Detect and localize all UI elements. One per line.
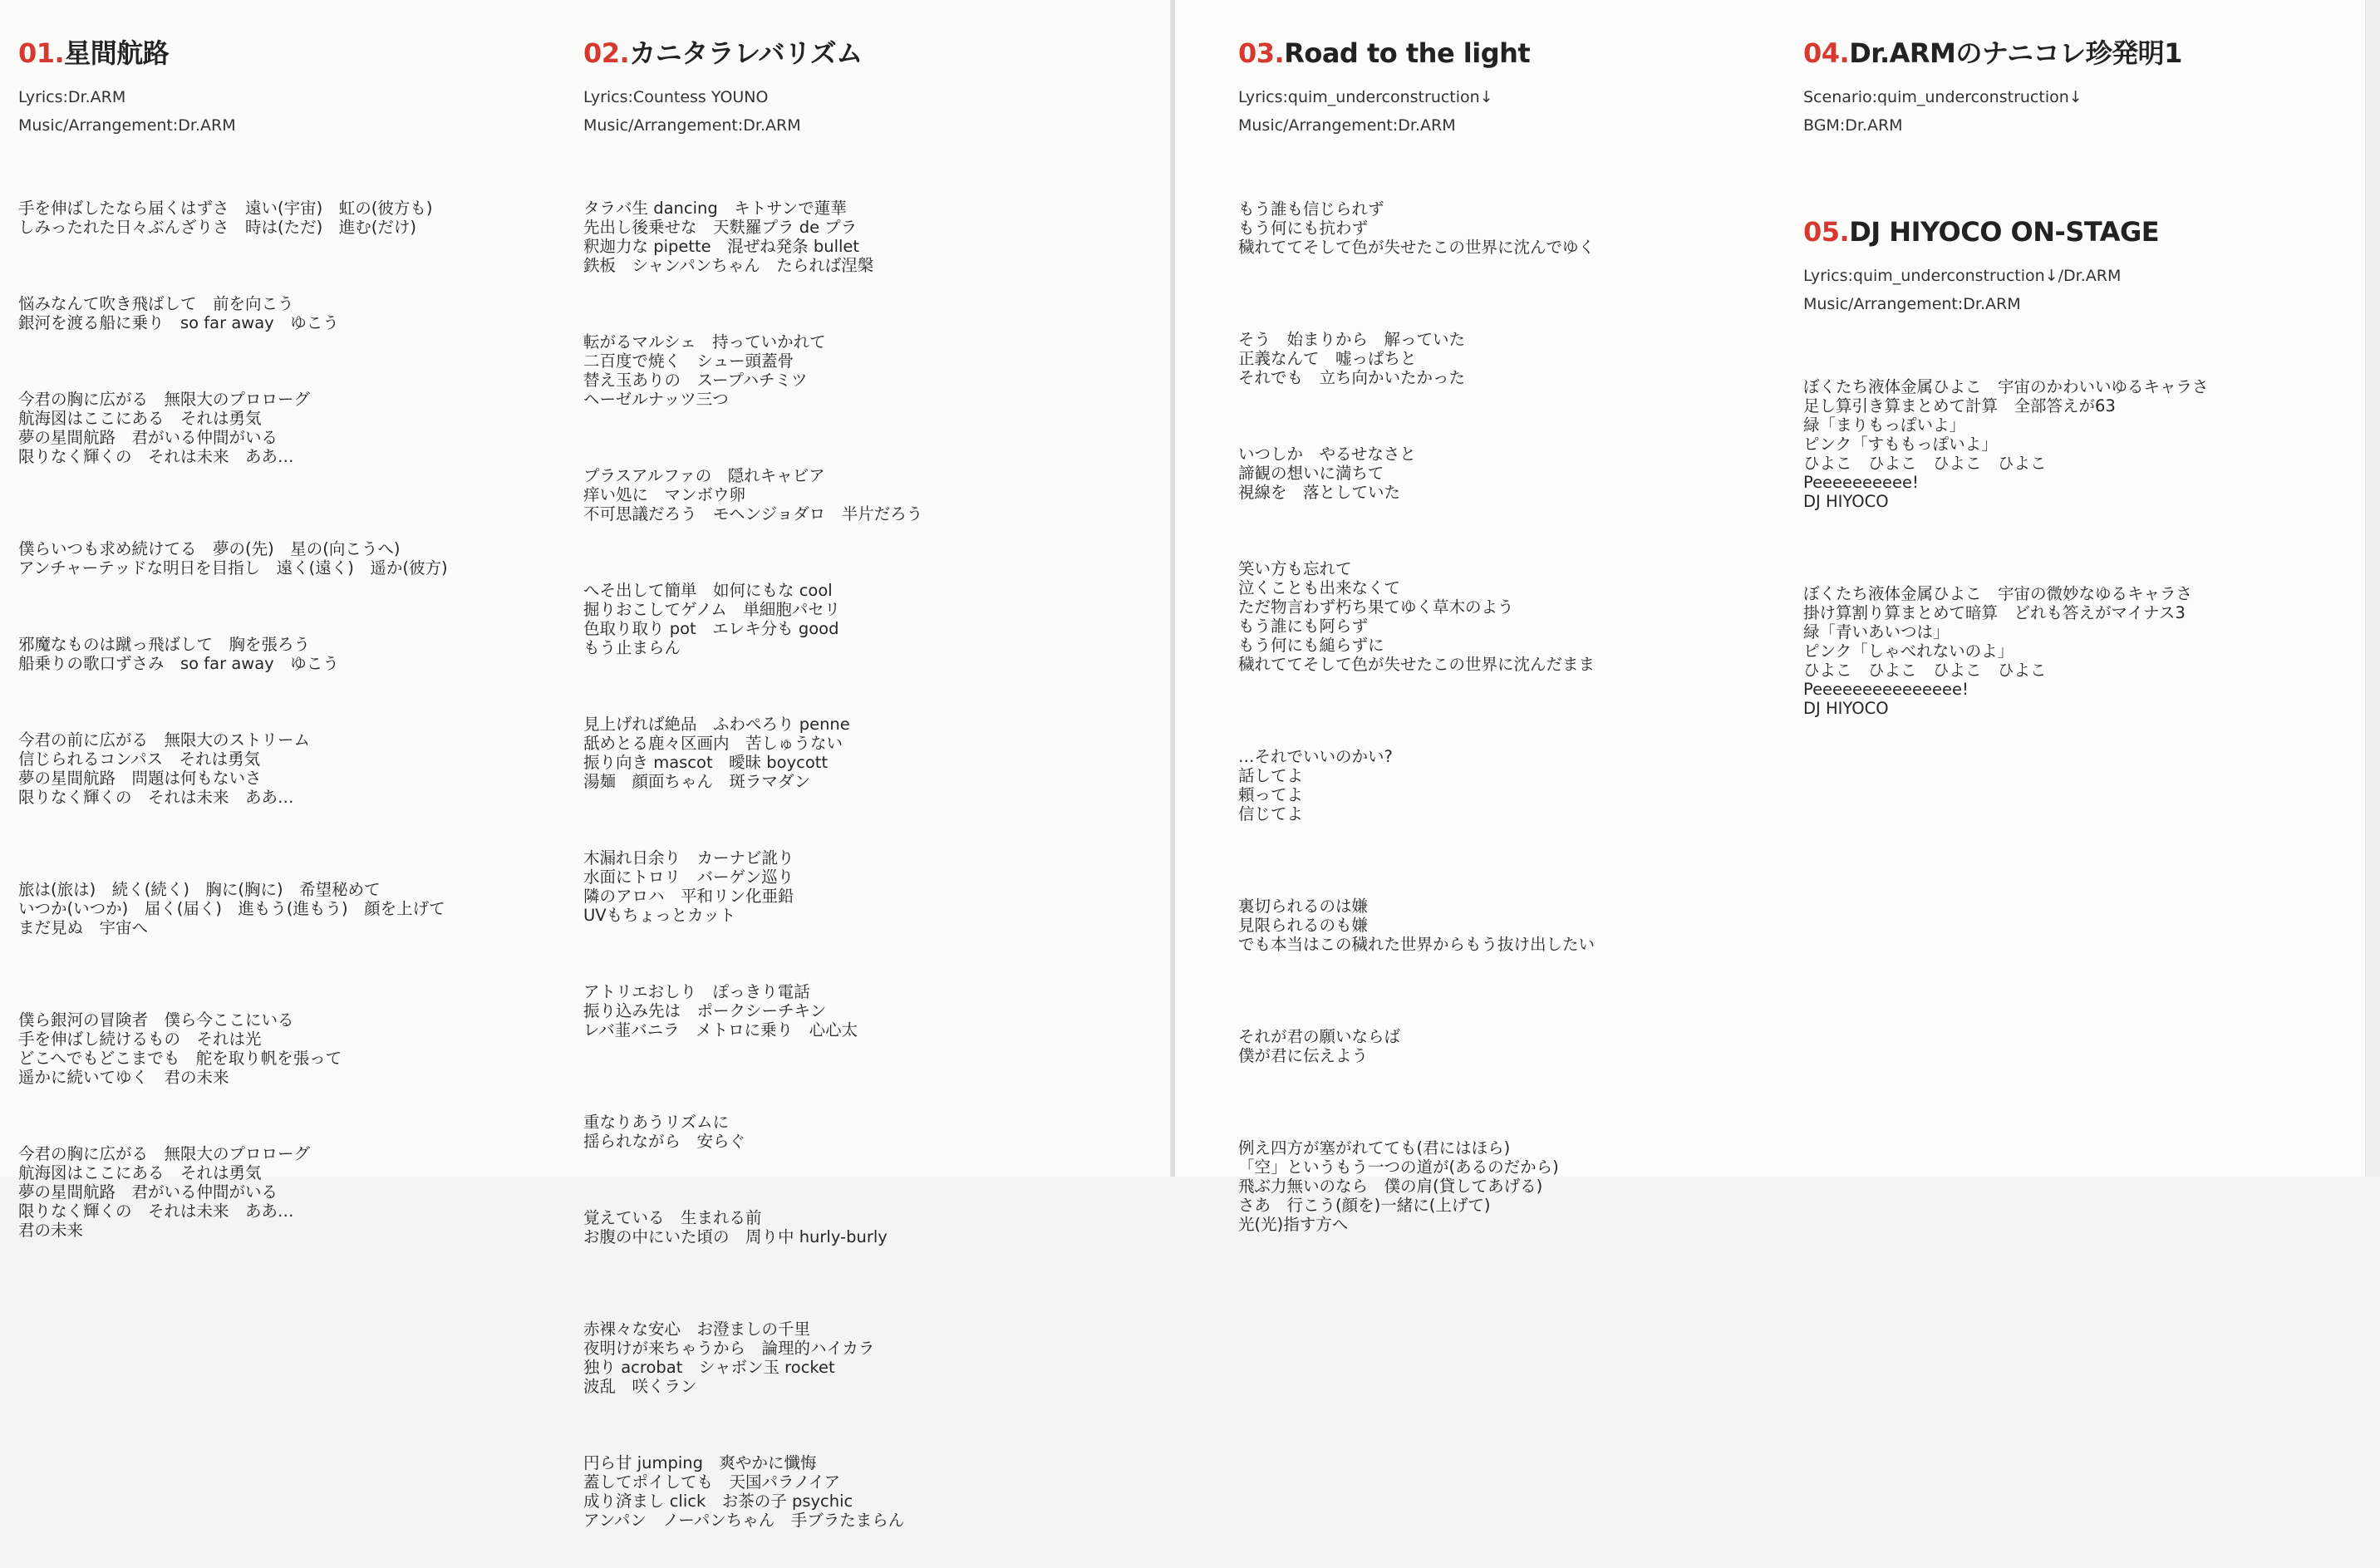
stanza: 悩みなんて吹き飛ばして 前を向こう 銀河を渡る船に乗り so far away ゆこう	[18, 294, 339, 332]
stanza: 転がるマルシェ 持っていかれて 二百度で焼く シュー頭蓋骨 替え玉ありの スープハチミツ ヘーゼルナッツ三つ	[583, 332, 826, 409]
stanza: プラスアルファの 隠れキャビア 痒い処に マンボウ卵 不可思議だろう モヘンジョダロ 半片だろう	[583, 466, 923, 523]
song-credits	[1803, 83, 2352, 140]
song-credits	[1238, 83, 1770, 140]
song-title	[583, 37, 1115, 69]
song-title-text: Dr.ARMのナニコレ珍発明1	[1849, 37, 2182, 69]
lyrics-credit: Lyrics:Dr.ARM	[18, 88, 126, 106]
track-number: 05.	[1803, 216, 1850, 248]
song-03	[1238, 37, 1770, 1272]
stanza: それが君の願いならば 僕が君に伝えよう	[1238, 1027, 1401, 1065]
lyrics-credit: Lyrics:quim_underconstruction↓	[1238, 88, 1493, 106]
stanza: 見上げれば絶品 ふわぺろり penne 舐めとる鹿々区画内 苦しゅうない 振り向き mascot 曖昧 boycott 湯麺 顔面ちゃん 斑ラマダン	[583, 715, 850, 791]
stanza: 僕らいつも求め続けてる 夢の(先) 星の(向こうへ) アンチャーテッドな明日を目指し 遠く(遠く) 遥か(彼方)	[18, 539, 448, 578]
stanza: へそ出して簡単 如何にもな cool 掘りおこしてゲノム 単細胞パセリ 色取り取り pot エレキ分も good もう止まらん	[583, 581, 841, 657]
stanza: 旅は(旅は) 続く(続く) 胸に(胸に) 希望秘めて いつか(いつか) 届く(届く) 進もう(進もう) 顔を上げて まだ見ぬ 宇宙へ	[18, 880, 445, 937]
song-05	[1803, 216, 2352, 756]
track-number: 03.	[1238, 37, 1285, 69]
stanza: ぼくたち液体金属ひよこ 宇宙のかわいいゆるキャラさ 足し算引き算まとめて計算 全部答えが63 緑「まりもっぽいよ」 ピンク「すももっぽいよ」 ひよこ ひよこ ひよこ ひよこ Peeeeeeeeee! DJ HIYOCO	[1803, 377, 2209, 511]
music-credit: Music/Arrangement:Dr.ARM	[583, 116, 801, 135]
song-credits	[1803, 262, 2352, 318]
stanza: 邪魔なものは蹴っ飛ばして 胸を張ろう 船乗りの歌口ずさみ so far away ゆこう	[18, 635, 339, 673]
track-number: 01.	[18, 37, 65, 69]
track-number: 04.	[1803, 37, 1850, 69]
stanza: 裏切られるのは嫌 見限られるのも嫌 でも本当はこの穢れた世界からもう抜け出したい	[1238, 897, 1596, 954]
song-title-text: DJ HIYOCO ON-STAGE	[1849, 216, 2160, 248]
song-04	[1803, 37, 2352, 140]
music-credit: Music/Arrangement:Dr.ARM	[18, 116, 236, 135]
stanza: 重なりあうリズムに 揺られながら 安らぐ	[583, 1113, 746, 1151]
bgm-credit: BGM:Dr.ARM	[1803, 116, 1903, 135]
music-credit: Music/Arrangement:Dr.ARM	[1803, 295, 2021, 313]
stanza: 円ら甘 jumping 爽やかに懺悔 蓋してポイしても 天国パラノイア 成り済まし click お茶の子 psychic アンパン ノーパンちゃん 手ブラたまらん	[583, 1453, 905, 1530]
stanza: 笑い方も忘れて 泣くことも出来なくて ただ物言わず朽ち果てゆく草木のよう もう誰にも阿らず もう何にも縋らずに 穢れててそして色が失せたこの世界に沈んだまま	[1238, 559, 1596, 674]
song-title	[1238, 37, 1770, 69]
stanza: そう 始まりから 解っていた 正義なんて 嘘っぱちと それでも 立ち向かいたかった	[1238, 330, 1466, 387]
track-number: 02.	[583, 37, 630, 69]
song-credits	[583, 83, 1115, 140]
lyrics-block	[1803, 318, 2352, 756]
stanza: 例え四方が塞がれてても(君にはほら) 「空」というもう一つの道が(あるのだから) 飛ぶ力無いのなら 僕の肩(貸してあげる) さあ 行こう(顔を)一緒に(上げて) 光(光)指す方へ	[1238, 1138, 1559, 1234]
song-title-text: 星間航路	[64, 37, 170, 69]
song-title-text: カニタラレバリズム	[629, 37, 863, 69]
song-title	[1803, 216, 2352, 248]
stanza: 僕ら銀河の冒険者 僕ら今ここにいる 手を伸ばし続けるもの それは光 どこへでもどこまでも 舵を取り帆を張って 遥かに続いてゆく 君の未来	[18, 1010, 342, 1087]
stanza: 今君の胸に広がる 無限大のプロローグ 航海図はここにある それは勇気 夢の星間航路 君がいる仲間がいる 限りなく輝くの それは未来 ああ… 君の未来	[18, 1144, 311, 1240]
scenario-credit: Scenario:quim_underconstruction↓	[1803, 88, 2082, 106]
stanza: アトリエおしり ぽっきり電話 振り込み先は ポークシーチキン レバ韮バニラ メトロに乗り 心心太	[583, 982, 858, 1040]
stanza: ぼくたち液体金属ひよこ 宇宙の微妙なゆるキャラさ 掛け算割り算まとめて暗算 どれも答えがマイナス3 緑「青いあいつは」 ピンク「しゃべれないのよ」 ひよこ ひよこ ひよこ ひよこ Peeeeeeeeeeeeeee! DJ HIYOCO	[1803, 584, 2193, 718]
song-01	[18, 37, 550, 1278]
song-credits	[18, 83, 550, 140]
stanza: 手を伸ばしたなら届くはずさ 遠い(宇宙) 虹の(彼方も) しみったれた日々ぶんざりさ 時は(ただ) 進む(だけ)	[18, 199, 433, 237]
stanza: 赤裸々な安心 お澄ましの千里 夜明けが来ちゃうから 論理的ハイカラ 独り acrobat シャボン玉 rocket 波乱 咲くラン	[583, 1320, 875, 1396]
stanza: …それでいいのかい? 話してよ 頼ってよ 信じてよ	[1238, 747, 1393, 823]
lyrics-block	[18, 140, 550, 1278]
booklet-edge	[2365, 0, 2380, 1177]
stanza: タラバ生 dancing キトサンで蓮華 先出し後乗せな 天麩羅プラ de プラ 釈迦力な pipette 混ぜね発条 bullet 鉄板 シャンパンちゃん たられば涅槃	[583, 199, 874, 275]
stanza: 木漏れ日余り カーナビ訛り 水面にトロリ バーゲン巡り 隣のアロハ 平和リン化亜鉛 UVもちょっとカット	[583, 848, 794, 925]
stanza: 覚えている 生まれる前 お腹の中にいた頃の 周り中 hurly-burly	[583, 1208, 888, 1246]
stanza: いつしか やるせなさと 諦観の想いに満ちて 視線を 落としていた	[1238, 445, 1416, 502]
song-title	[18, 37, 550, 69]
stanza: もう誰も信じられず もう何にも抗わず 穢れててそして色が失せたこの世界に沈んでゆく	[1238, 199, 1596, 257]
music-credit: Music/Arrangement:Dr.ARM	[1238, 116, 1456, 135]
song-title	[1803, 37, 2352, 69]
lyrics-block	[1238, 140, 1770, 1272]
lyrics-credit: Lyrics:quim_underconstruction↓/Dr.ARM	[1803, 267, 2122, 285]
lyrics-block	[583, 140, 1115, 1568]
stanza: 今君の胸に広がる 無限大のプロローグ 航海図はここにある それは勇気 夢の星間航路 君がいる仲間がいる 限りなく輝くの それは未来 ああ…	[18, 390, 311, 466]
lyrics-credit: Lyrics:Countess YOUNO	[583, 88, 769, 106]
song-title-text: Road to the light	[1284, 37, 1531, 69]
song-02	[583, 37, 1115, 1568]
stanza: 今君の前に広がる 無限大のストリーム 信じられるコンパス それは勇気 夢の星間航路 問題は何もないさ 限りなく輝くの それは未来 ああ…	[18, 730, 311, 807]
